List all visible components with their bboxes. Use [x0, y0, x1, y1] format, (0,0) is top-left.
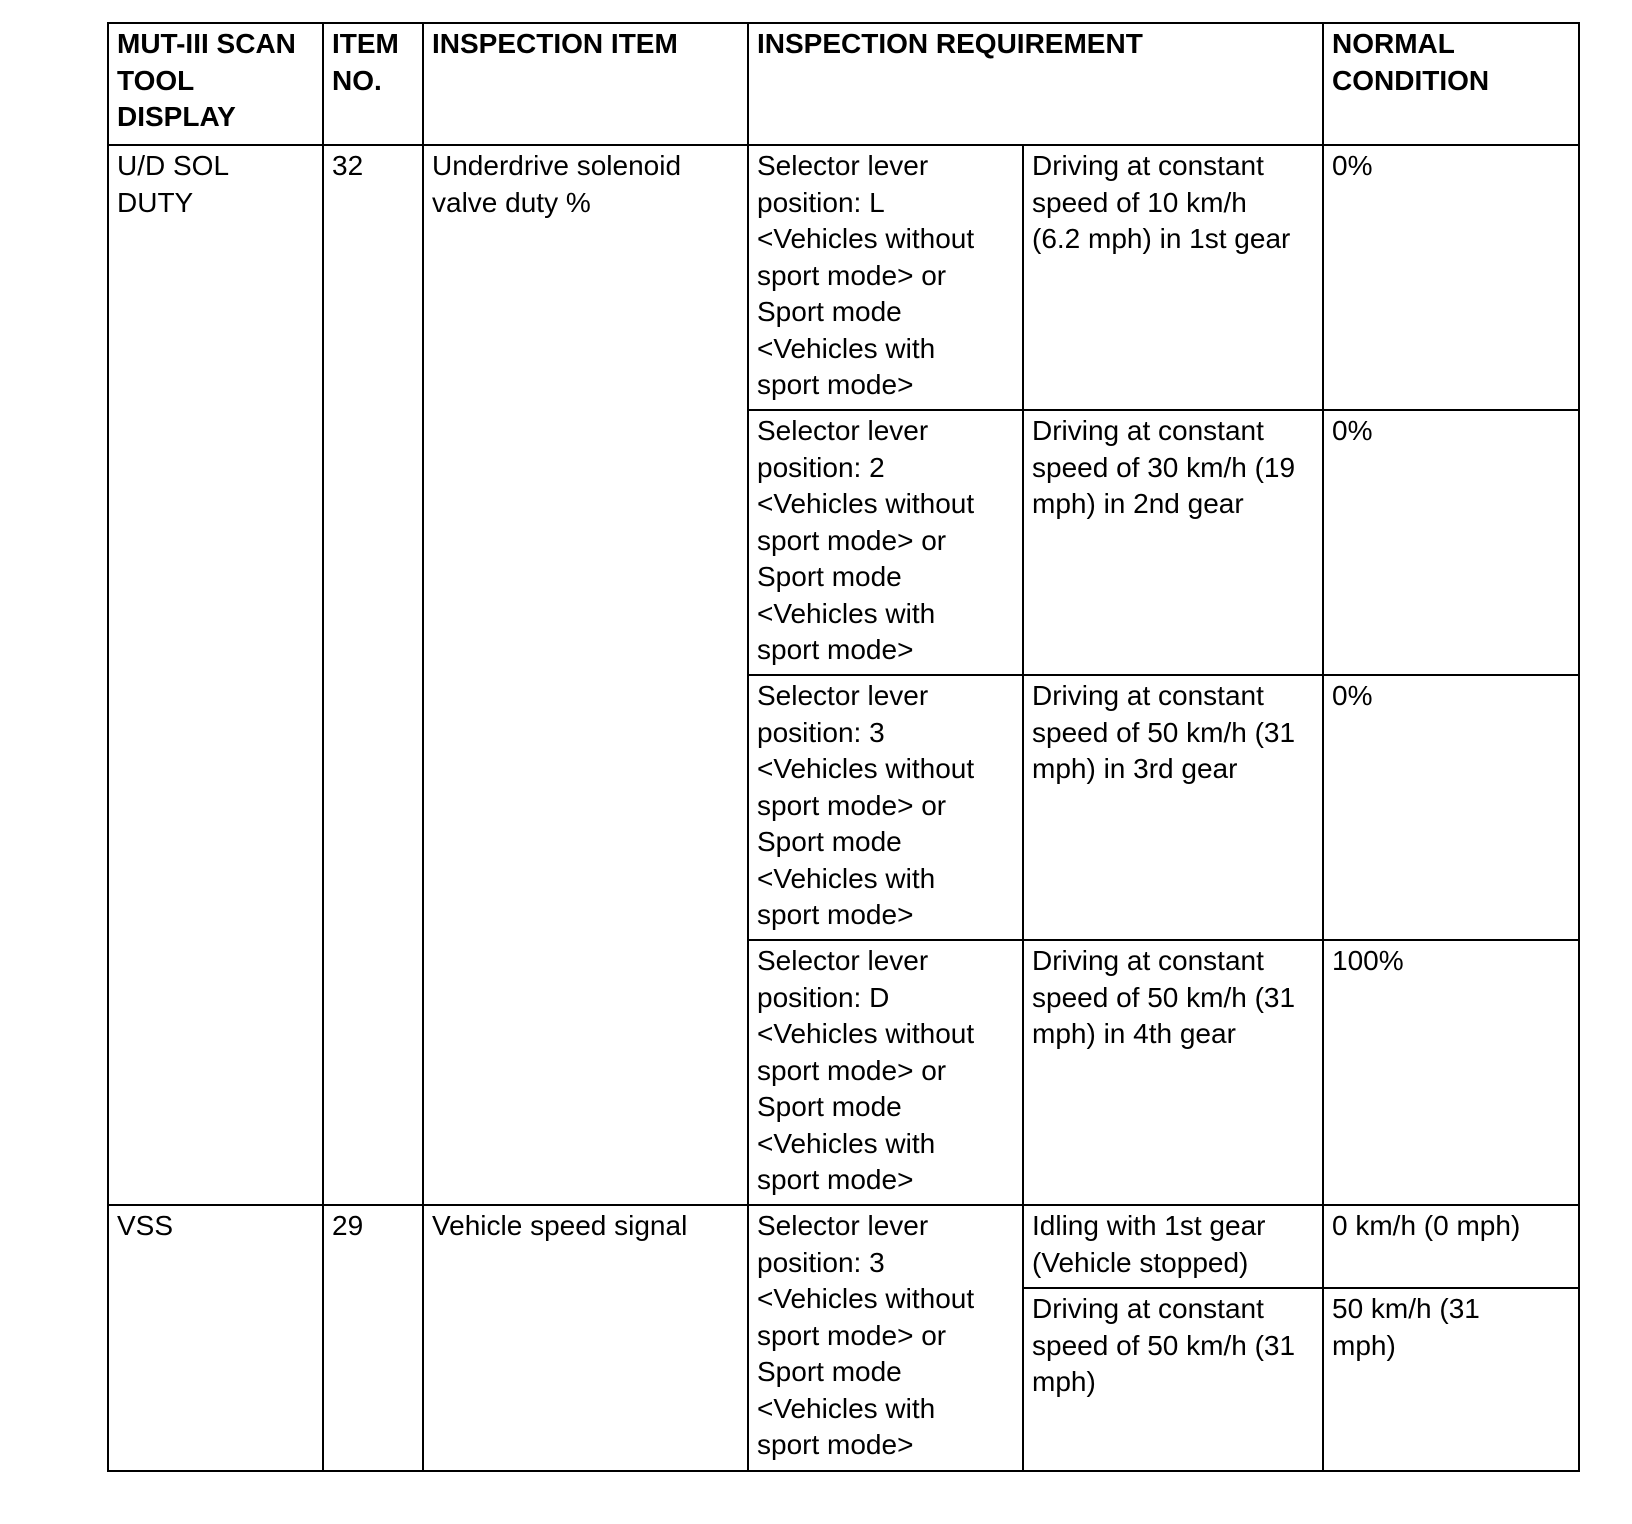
driving-condition-cell: Driving at constant speed of 50 km/h (31 mph) in 3rd gear: [1023, 675, 1323, 940]
table-row: [108, 1205, 1579, 1288]
header-inspection-item: INSPECTION ITEM: [423, 23, 748, 145]
driving-condition-cell: Driving at constant speed of 10 km/h (6.2 mph) in 1st gear: [1023, 145, 1323, 410]
selector-position-cell: Selector lever position: 3 <Vehicles without sport mode> or Sport mode <Vehicles with sport mode>: [748, 1205, 1023, 1471]
table-row: [108, 145, 1579, 410]
vss-display: VSS: [108, 1205, 323, 1471]
normal-condition-cell: 0 km/h (0 mph): [1323, 1205, 1579, 1288]
vss-inspection-item: Vehicle speed signal: [423, 1205, 748, 1471]
inspection-table: [107, 22, 1580, 1472]
driving-condition-cell: Driving at constant speed of 50 km/h (31 mph): [1023, 1288, 1323, 1471]
normal-condition-cell: 100%: [1323, 940, 1579, 1205]
driving-condition-cell: Driving at constant speed of 50 km/h (31 mph) in 4th gear: [1023, 940, 1323, 1205]
driving-condition-cell: Driving at constant speed of 30 km/h (19 mph) in 2nd gear: [1023, 410, 1323, 675]
header-row: [108, 23, 1579, 145]
ud-sol-item-no: 32: [323, 145, 423, 1205]
selector-position-cell: Selector lever position: D <Vehicles without sport mode> or Sport mode <Vehicles with sport mode>: [748, 940, 1023, 1205]
selector-position-cell: Selector lever position: 3 <Vehicles without sport mode> or Sport mode <Vehicles with sport mode>: [748, 675, 1023, 940]
driving-condition-cell: Idling with 1st gear (Vehicle stopped): [1023, 1205, 1323, 1288]
normal-condition-cell: 0%: [1323, 675, 1579, 940]
vss-item-no: 29: [323, 1205, 423, 1471]
ud-sol-display: U/D SOL DUTY: [108, 145, 323, 1205]
selector-position-cell: Selector lever position: 2 <Vehicles without sport mode> or Sport mode <Vehicles with sport mode>: [748, 410, 1023, 675]
normal-condition-cell: 0%: [1323, 145, 1579, 410]
header-item-no: ITEM NO.: [323, 23, 423, 145]
header-display: MUT-III SCAN TOOL DISPLAY: [108, 23, 323, 145]
header-inspection-requirement: INSPECTION REQUIREMENT: [748, 23, 1323, 145]
normal-condition-cell: 0%: [1323, 410, 1579, 675]
normal-condition-cell: 50 km/h (31 mph): [1323, 1288, 1579, 1471]
header-normal-condition: NORMAL CONDITION: [1323, 23, 1579, 145]
ud-sol-inspection-item: Underdrive solenoid valve duty %: [423, 145, 748, 1205]
selector-position-cell: Selector lever position: L <Vehicles without sport mode> or Sport mode <Vehicles with sport mode>: [748, 145, 1023, 410]
